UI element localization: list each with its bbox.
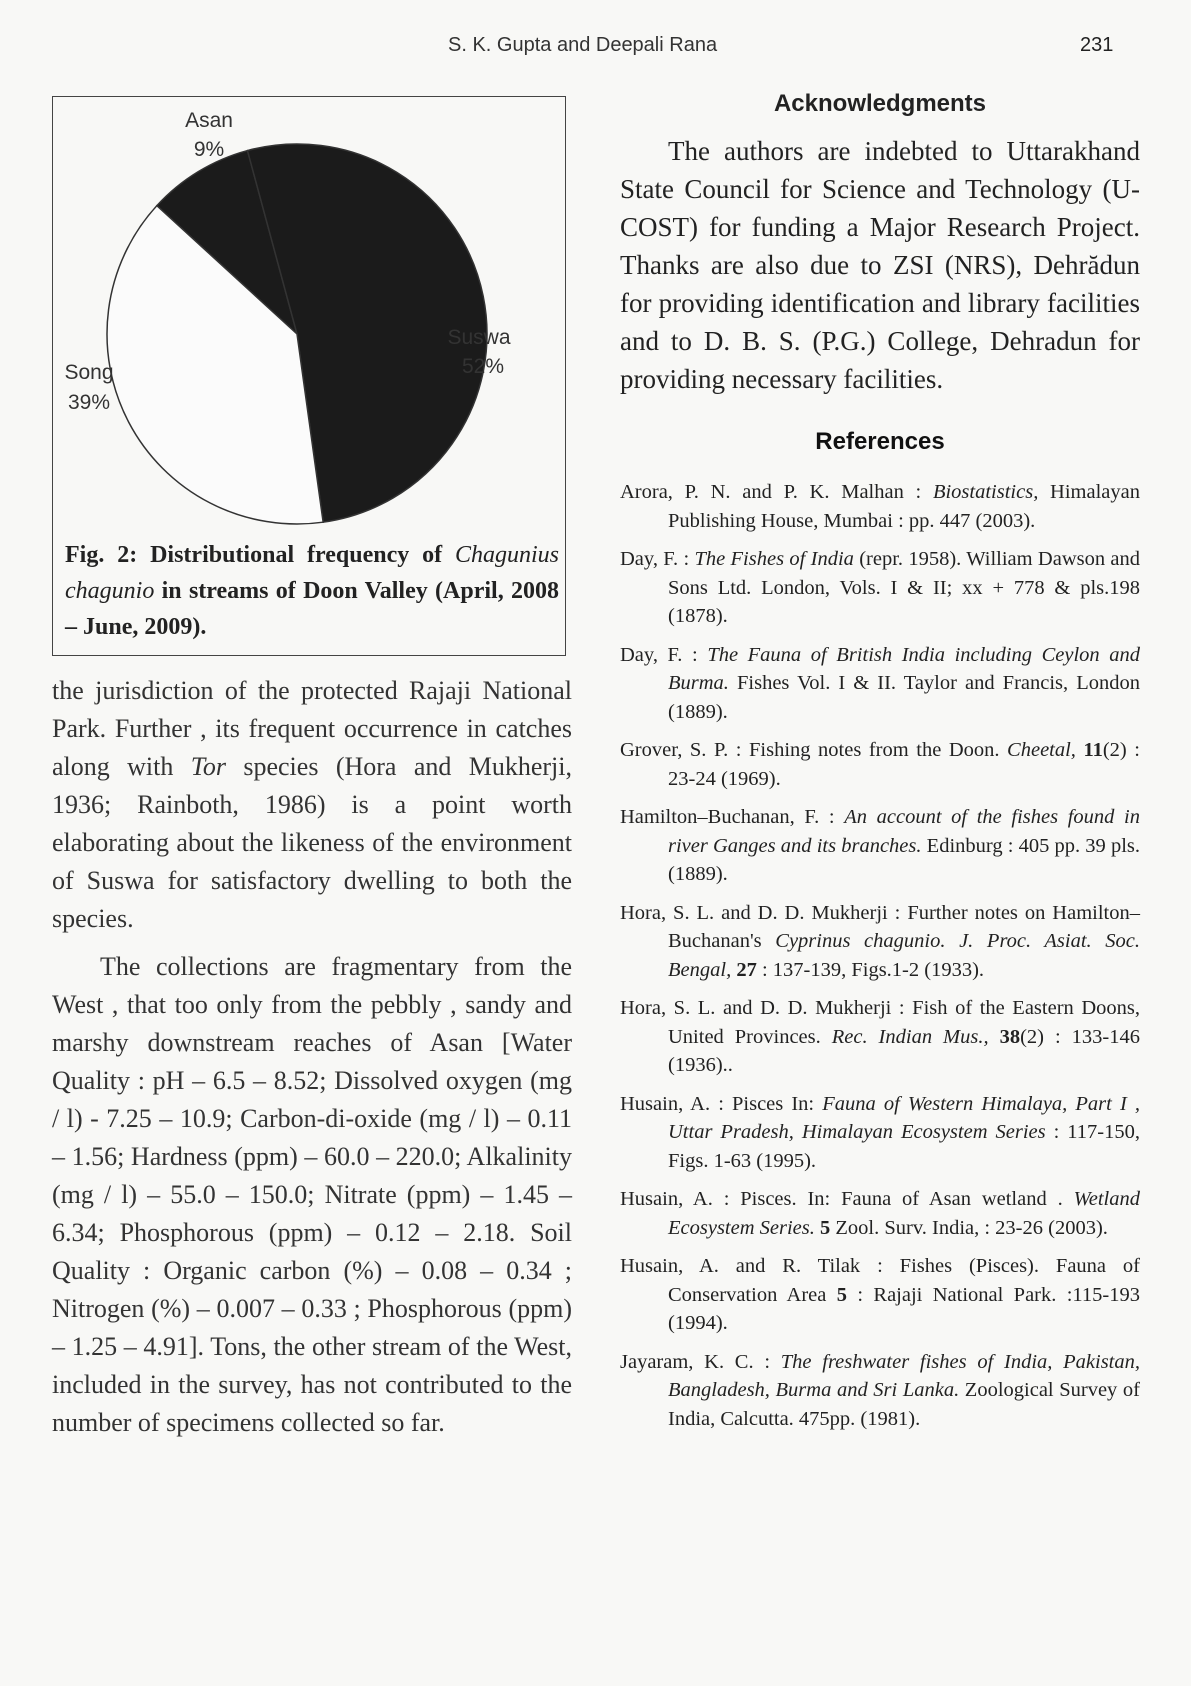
reference-part-b: 11: [1075, 739, 1103, 761]
caption-species: Chagunius chagunio: [65, 542, 560, 604]
reference-part-c: Zool. Surv. India, : 23-26 (2003).: [830, 1216, 1108, 1239]
reference-part-i: An account of the fishes found in river Ganges and its branches.: [668, 806, 1140, 857]
reference-part-a: Jayaram, K. C. :: [620, 1350, 781, 1373]
acknowledgments-text: The authors are indebted to Uttarakhand State Council for Science and Technology (U-COST) for funding a Major Research Project. Thanks are also due to ZSI (NRS), Dehrădun for providing identification and library facilities and to D. B. S. (P.G.) College, Dehradun for providing necessary facilities.: [620, 136, 1140, 394]
running-header: [0, 34, 1191, 64]
paragraph-2: The collections are fragmentary from the West , that too only from the pebbly , sandy and marshy downstream reaches of Asan [Water Quality : pH – 6.5 – 8.52; Dissolved oxygen (mg / l) - 7.25 – 10.9; Carbon-di-oxide (mg / l) – 0.11 – 1.56; Hardness (ppm) – 60.0 – 220.0; Alkalinity (mg / l) – 55.0 – 150.0; Nitrate (ppm) – 1.45 – 6.34; Phosphorous (ppm) – 0.12 – 2.18. Soil Quality : Organic carbon (%) – 0.08 – 0.34 ; Nitrogen (%) – 0.007 – 0.33 ; Phosphorous (ppm) – 1.25 – 4.91]. Tons, the other stream of the West, included in the survey, has not contributed to the number of specimens collected so far.: [52, 952, 572, 1437]
reference-part-c: Fishes Vol. I & II. Taylor and Francis, London (1889).: [668, 672, 1140, 723]
reference-part-i: Cyprinus chagunio. J. Proc. Asiat. Soc. Bengal,: [668, 930, 1140, 981]
reference-item: [620, 641, 1140, 727]
caption-suffix: in streams of Doon Valley (April, 2008 – June, 2009).: [65, 578, 560, 640]
reference-part-c: Edinburg : 405 pp. 39 pls. (1889).: [668, 834, 1140, 885]
figure-2: [52, 96, 566, 656]
reference-part-a: Husain, A. and R. Tilak : Fishes (Pisces). Fauna of Conservation Area: [620, 1255, 1140, 1306]
reference-part-i: Cheetal,: [1007, 739, 1076, 761]
reference-part-a: Hora, S. L. and D. D. Mukherji : Further notes on Hamilton–Buchanan's: [620, 901, 1140, 952]
page-number: 231: [1080, 34, 1114, 56]
reference-item: [620, 899, 1140, 985]
reference-part-a: Hora, S. L. and D. D. Mukherji : Fish of the Eastern Doons, United Provinces.: [620, 997, 1140, 1048]
reference-part-i: The Fishes of India: [694, 548, 854, 570]
reference-part-i: Wetland Ecosystem Series.: [668, 1188, 1140, 1239]
reference-part-c: (2) : 23-24 (1969).: [668, 739, 1140, 790]
pie-label-song-pct: 39%: [67, 391, 111, 414]
figure-caption: [65, 537, 559, 645]
reference-part-i: The Fauna of British India including Ceylon and Burma.: [668, 643, 1141, 694]
left-column-text: [52, 672, 572, 1442]
acknowledgments-heading: Acknowledgments: [773, 90, 987, 117]
reference-part-c: : 137-139, Figs.1-2 (1933).: [756, 958, 985, 981]
paragraph-1-start: the jurisdiction of the protected Rajaji National Park. Further , its frequent occurrence in catches along with: [52, 676, 572, 781]
reference-part-a: Day, F. :: [620, 548, 695, 570]
paragraph-1-italic: Tor: [190, 752, 226, 781]
pie-label-suswa-pct: 52%: [461, 355, 505, 378]
reference-item: [620, 1348, 1140, 1434]
reference-part-a: Husain, A. : Pisces. In: Fauna of Asan wetland .: [620, 1188, 1074, 1210]
reference-part-i: Fauna of Western Himalaya, Part I , Uttar Pradesh, Himalayan Ecosystem Series: [668, 1092, 1141, 1143]
reference-part-a: Grover, S. P. : Fishing notes from the Doon.: [620, 739, 1008, 761]
paragraph-1-end: species (Hora and Mukherji, 1936; Rainboth, 1986) is a point worth elaborating about the likeness of the environment of Suswa for satisfactory dwelling to both the species.: [52, 752, 573, 933]
pie-label-suswa-name: Suswa: [447, 326, 511, 349]
reference-part-c: (2) : 133-146 (1936)..: [668, 1025, 1140, 1076]
reference-part-a: Husain, A. : Pisces In:: [620, 1092, 823, 1115]
reference-item: [620, 478, 1140, 535]
reference-item: [620, 1185, 1140, 1242]
reference-part-i: Rec. Indian Mus.,: [831, 1025, 989, 1048]
reference-part-b: 5: [814, 1216, 831, 1239]
paragraph-1: [52, 672, 572, 938]
pie-label-song-name: Song: [64, 361, 114, 384]
reference-part-b: 5: [826, 1283, 847, 1306]
reference-item: [620, 1252, 1140, 1338]
references-heading: References: [815, 428, 945, 455]
reference-part-c: : 117-150, Figs. 1-63 (1995).: [668, 1121, 1140, 1172]
right-column: [620, 90, 1140, 1443]
reference-part-a: Day, F. :: [620, 643, 708, 666]
reference-part-a: Arora, P. N. and P. K. Malhan :: [620, 481, 933, 503]
reference-item: [620, 803, 1140, 889]
reference-part-c: Zoological Survey of India, Calcutta. 475pp. (1981).: [668, 1379, 1140, 1430]
pie-chart: [53, 97, 567, 537]
reference-part-b: 38: [988, 1025, 1021, 1048]
pie-label-asan-name: Asan: [185, 109, 233, 132]
caption-prefix: Fig. 2: Distributional frequency of: [65, 542, 443, 568]
header-authors: S. K. Gupta and Deepali Rana: [448, 34, 718, 56]
reference-item: [620, 994, 1140, 1080]
reference-item: [620, 736, 1140, 793]
reference-part-c: : Rajaji National Park. :115-193 (1994).: [668, 1283, 1140, 1334]
reference-item: [620, 1090, 1140, 1176]
references-list: [620, 478, 1140, 1433]
reference-part-i: Biostatistics,: [932, 481, 1039, 503]
pie-label-asan-pct: 9%: [193, 138, 225, 161]
reference-part-i: The freshwater fishes of India, Pakistan, Bangladesh, Burma and Sri Lanka.: [668, 1350, 1140, 1401]
reference-part-c: Himalayan Publishing House, Mumbai : pp. 447 (2003).: [668, 481, 1140, 532]
reference-part-c: (repr. 1958). William Dawson and Sons Ltd. London, Vols. I & II; xx + 778 & pls.198 (1878).: [668, 548, 1141, 627]
reference-item: [620, 545, 1140, 631]
reference-part-b: 27: [731, 958, 757, 981]
reference-part-a: Hamilton–Buchanan, F. :: [620, 806, 845, 828]
